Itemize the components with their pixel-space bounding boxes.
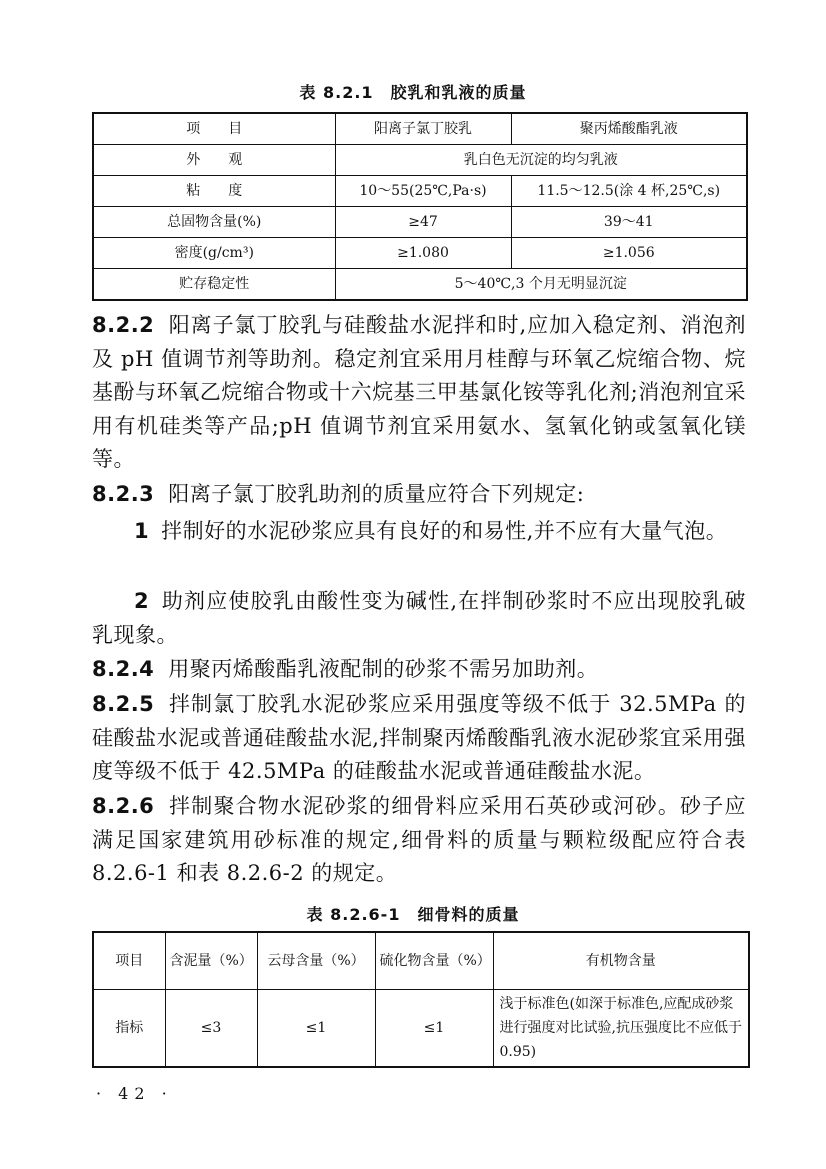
table-cell: ≥1.056 xyxy=(511,238,747,269)
table-row xyxy=(93,176,747,207)
section-8-2-2 xyxy=(92,309,746,477)
table-row-label: 总固物含量(%) xyxy=(93,207,335,238)
table-1 xyxy=(92,112,748,301)
table-1-caption: 表 8.2.1 胶乳和乳液的质量 xyxy=(299,83,527,102)
table-cell: ≥47 xyxy=(335,207,511,238)
table-cell: ≤1 xyxy=(375,990,493,1068)
section-number: 8.2.4 xyxy=(92,657,155,681)
list-item-number: 1 xyxy=(134,519,150,543)
table-row xyxy=(93,269,747,301)
table-cell: ≥1.080 xyxy=(335,238,511,269)
table-header-cell: 含泥量（%） xyxy=(165,932,257,990)
section-8-2-4 xyxy=(92,653,746,687)
list-item-text: 拌制好的水泥砂浆应具有良好的和易性,并不应有大量气泡。 xyxy=(161,519,728,543)
table-row-label: 密度(g/cm³) xyxy=(93,238,335,269)
table-row-label: 粘 度 xyxy=(93,176,335,207)
table-cell-merged: 乳白色无沉淀的均匀乳液 xyxy=(335,145,747,176)
table-header-row xyxy=(93,932,749,990)
section-number: 8.2.3 xyxy=(92,482,155,506)
table-cell: 11.5～12.5(涂 4 杯,25℃,s) xyxy=(511,176,747,207)
table-cell: 浅于标准色(如深于标准色,应配成砂浆进行强度对比试验,抗压强度比不应低于 0.95) xyxy=(493,990,749,1068)
table-header-cell: 硫化物含量（%） xyxy=(375,932,493,990)
section-text: 用聚丙烯酸酯乳液配制的砂浆不需另加助剂。 xyxy=(168,657,599,681)
section-number: 8.2.5 xyxy=(92,692,155,716)
table-2 xyxy=(92,931,750,1068)
table-row-label: 贮存稳定性 xyxy=(93,269,335,301)
list-item-number: 2 xyxy=(134,589,150,613)
table-header-row xyxy=(93,113,747,145)
list-item-1 xyxy=(92,515,746,549)
section-text: 阳离子氯丁胶乳助剂的质量应符合下列规定: xyxy=(168,482,585,506)
section-8-2-6 xyxy=(92,790,746,891)
table-row-label: 外 观 xyxy=(93,145,335,176)
table-row xyxy=(93,207,747,238)
table-row xyxy=(93,238,747,269)
list-item-2 xyxy=(92,585,746,652)
table-header-cell: 项 目 xyxy=(93,113,335,145)
section-number: 8.2.2 xyxy=(92,313,155,337)
table-header-cell: 聚丙烯酸酯乳液 xyxy=(511,113,747,145)
section-text: 阳离子氯丁胶乳与硅酸盐水泥拌和时,应加入稳定剂、消泡剂及 pH 值调节剂等助剂。稳定剂宜采用月桂醇与环氧乙烷缩合物、烷基酚与环氧乙烷缩合物或十六烷基三甲基氯化铵等乳化剂;消泡剂宜采用有机硅类等产品;pH 值调节剂宜采用氨水、氢氧化钠或氢氧化镁等。 xyxy=(92,313,746,471)
table-header-cell: 阳离子氯丁胶乳 xyxy=(335,113,511,145)
table-cell: 39～41 xyxy=(511,207,747,238)
table-cell: 10～55(25℃,Pa·s) xyxy=(335,176,511,207)
table-header-cell: 有机物含量 xyxy=(493,932,749,990)
list-item-text: 助剂应使胶乳由酸性变为碱性,在拌制砂浆时不应出现胶乳破乳现象。 xyxy=(92,589,746,647)
section-number: 8.2.6 xyxy=(92,794,155,818)
section-8-2-3 xyxy=(92,478,746,512)
table-row xyxy=(93,145,747,176)
table-2-caption: 表 8.2.6-1 细骨料的质量 xyxy=(306,905,520,924)
section-text: 拌制聚合物水泥砂浆的细骨料应采用石英砂或河砂。砂子应满足国家建筑用砂标准的规定,细骨料的质量与颗粒级配应符合表 8.2.6-1 和表 8.2.6-2 的规定。 xyxy=(92,794,746,885)
table-header-cell: 项目 xyxy=(93,932,165,990)
table-row-label: 指标 xyxy=(93,990,165,1068)
page-number: · 42 · xyxy=(96,1084,173,1103)
table-cell-merged: 5～40℃,3 个月无明显沉淀 xyxy=(335,269,747,301)
table-header-cell: 云母含量（%） xyxy=(257,932,375,990)
table-cell: ≤1 xyxy=(257,990,375,1068)
section-text: 拌制氯丁胶乳水泥砂浆应采用强度等级不低于 32.5MPa 的硅酸盐水泥或普通硅酸盐水泥,拌制聚丙烯酸酯乳液水泥砂浆宜采用强度等级不低于 42.5MPa 的硅酸盐水泥或普通硅酸盐水泥。 xyxy=(92,692,746,783)
section-8-2-5 xyxy=(92,688,746,789)
table-cell: ≤3 xyxy=(165,990,257,1068)
table-row xyxy=(93,990,749,1068)
